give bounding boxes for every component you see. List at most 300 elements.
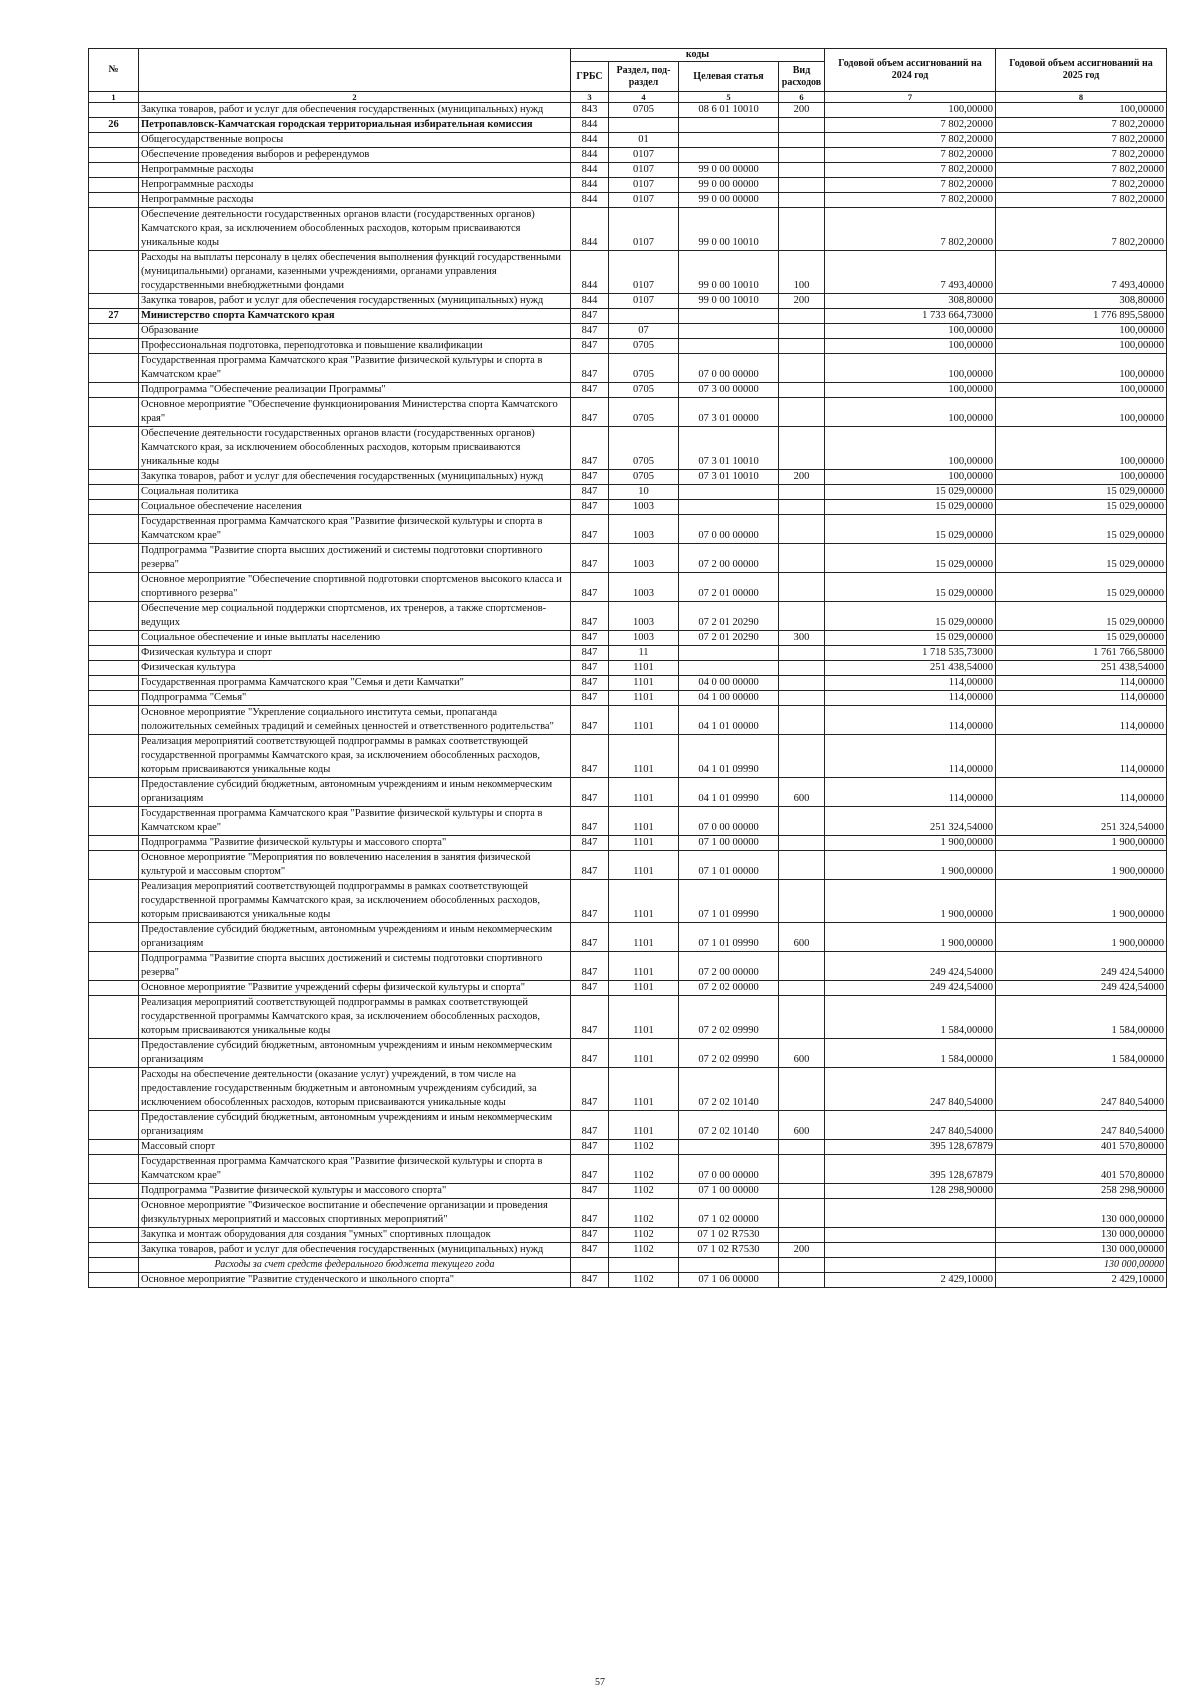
table-row [89, 354, 1167, 383]
expense-type-code [779, 836, 825, 851]
amount-2025: 15 029,00000 [996, 631, 1167, 646]
grbs-code: 847 [571, 735, 609, 778]
grbs-code: 847 [571, 661, 609, 676]
section-code: 0705 [609, 339, 679, 354]
amount-2024 [825, 1258, 996, 1273]
expense-name: Государственная программа Камчатского края "Развитие физической культуры и спорта в Камчатском крае" [139, 515, 571, 544]
row-number [89, 851, 139, 880]
target-article-code: 99 0 00 10010 [679, 208, 779, 251]
target-article-code: 04 1 01 09990 [679, 735, 779, 778]
table-row [89, 309, 1167, 324]
expense-name: Предоставление субсидий бюджетным, автономным учреждениям и иным некоммерческим организациям [139, 923, 571, 952]
section-code: 1003 [609, 573, 679, 602]
grbs-code: 847 [571, 807, 609, 836]
grbs-code: 844 [571, 163, 609, 178]
grbs-code: 847 [571, 691, 609, 706]
expense-name: Непрограммные расходы [139, 193, 571, 208]
expense-type-code [779, 1273, 825, 1288]
table-row [89, 1155, 1167, 1184]
grbs-code: 847 [571, 1273, 609, 1288]
amount-2024: 1 584,00000 [825, 996, 996, 1039]
table-row [89, 193, 1167, 208]
amount-2025: 100,00000 [996, 427, 1167, 470]
section-code: 0107 [609, 148, 679, 163]
row-number [89, 952, 139, 981]
row-number [89, 1199, 139, 1228]
row-number [89, 676, 139, 691]
section-code: 0107 [609, 163, 679, 178]
expense-type-code: 200 [779, 294, 825, 309]
expense-name: Непрограммные расходы [139, 163, 571, 178]
table-row [89, 544, 1167, 573]
row-number [89, 836, 139, 851]
amount-2025: 1 900,00000 [996, 851, 1167, 880]
amount-2024: 1 900,00000 [825, 880, 996, 923]
expense-name: Государственная программа Камчатского края "Развитие физической культуры и спорта в Камчатском крае" [139, 354, 571, 383]
target-article-code [679, 1258, 779, 1273]
amount-2025: 401 570,80000 [996, 1155, 1167, 1184]
expense-name: Социальное обеспечение и иные выплаты населению [139, 631, 571, 646]
expense-name: Физическая культура [139, 661, 571, 676]
target-article-code: 04 1 01 09990 [679, 778, 779, 807]
expense-type-code [779, 118, 825, 133]
target-article-code: 99 0 00 10010 [679, 294, 779, 309]
expense-name: Основное мероприятие "Развитие учреждений сферы физической культуры и спорта" [139, 981, 571, 996]
row-number [89, 398, 139, 427]
grbs-code: 844 [571, 251, 609, 294]
amount-2025: 15 029,00000 [996, 602, 1167, 631]
grbs-code: 847 [571, 485, 609, 500]
expense-name: Реализация мероприятий соответствующей подпрограммы в рамках соответствующей государственной программы Камчатского края, за исключением обособленных расходов, которым присваиваются уникальные коды [139, 996, 571, 1039]
amount-2025: 114,00000 [996, 735, 1167, 778]
row-number [89, 470, 139, 485]
grbs-code: 847 [571, 706, 609, 735]
amount-2024: 15 029,00000 [825, 544, 996, 573]
expense-type-code [779, 544, 825, 573]
amount-2024: 100,00000 [825, 324, 996, 339]
expense-name: Предоставление субсидий бюджетным, автономным учреждениям и иным некоммерческим организациям [139, 778, 571, 807]
expense-type-code [779, 661, 825, 676]
expense-type-code [779, 354, 825, 383]
row-number [89, 880, 139, 923]
table-row [89, 952, 1167, 981]
col-number: 8 [996, 92, 1167, 103]
table-row [89, 1243, 1167, 1258]
row-number [89, 515, 139, 544]
section-code: 1101 [609, 1111, 679, 1140]
expense-type-code [779, 691, 825, 706]
section-code [609, 309, 679, 324]
grbs-code: 847 [571, 996, 609, 1039]
target-article-code: 07 1 01 00000 [679, 851, 779, 880]
section-code: 1102 [609, 1199, 679, 1228]
grbs-code: 847 [571, 515, 609, 544]
amount-2025: 114,00000 [996, 706, 1167, 735]
expense-name: Обеспечение деятельности государственных органов власти (государственных органов) Камчатского края, за исключением обособленных расходов, которым присваиваются уникальные коды [139, 427, 571, 470]
expense-name: Предоставление субсидий бюджетным, автономным учреждениям и иным некоммерческим организациям [139, 1111, 571, 1140]
header-2025: Годовой объем ассигнований на 2025 год [996, 49, 1167, 92]
row-number [89, 383, 139, 398]
target-article-code: 99 0 00 00000 [679, 193, 779, 208]
expense-type-code [779, 1184, 825, 1199]
target-article-code: 08 6 01 10010 [679, 103, 779, 118]
grbs-code: 847 [571, 339, 609, 354]
amount-2025: 247 840,54000 [996, 1068, 1167, 1111]
expense-type-code [779, 148, 825, 163]
amount-2024: 1 900,00000 [825, 851, 996, 880]
grbs-code: 844 [571, 148, 609, 163]
expense-name: Закупка товаров, работ и услуг для обеспечения государственных (муниципальных) нужд [139, 294, 571, 309]
col-number: 4 [609, 92, 679, 103]
amount-2025: 100,00000 [996, 354, 1167, 383]
table-row [89, 778, 1167, 807]
target-article-code: 07 3 01 00000 [679, 398, 779, 427]
table-row [89, 1184, 1167, 1199]
amount-2024: 15 029,00000 [825, 602, 996, 631]
section-code: 1102 [609, 1228, 679, 1243]
table-row [89, 923, 1167, 952]
grbs-code: 847 [571, 1111, 609, 1140]
amount-2024: 114,00000 [825, 735, 996, 778]
expense-name: Основное мероприятие "Физическое воспитание и обеспечение организации и проведения физкультурных мероприятий и массовых спортивных мероприятий" [139, 1199, 571, 1228]
section-code: 1101 [609, 923, 679, 952]
row-number: 27 [89, 309, 139, 324]
grbs-code: 847 [571, 851, 609, 880]
expense-type-code [779, 573, 825, 602]
section-code: 1102 [609, 1155, 679, 1184]
amount-2024: 249 424,54000 [825, 952, 996, 981]
amount-2024: 15 029,00000 [825, 485, 996, 500]
row-number: 26 [89, 118, 139, 133]
grbs-code: 847 [571, 836, 609, 851]
expense-name: Государственная программа Камчатского края "Развитие физической культуры и спорта в Камчатском крае" [139, 1155, 571, 1184]
amount-2024: 100,00000 [825, 103, 996, 118]
expense-type-code [779, 1140, 825, 1155]
table-row [89, 427, 1167, 470]
amount-2025: 249 424,54000 [996, 981, 1167, 996]
row-number [89, 500, 139, 515]
amount-2025: 100,00000 [996, 470, 1167, 485]
row-number [89, 706, 139, 735]
amount-2025: 100,00000 [996, 103, 1167, 118]
section-code: 1101 [609, 952, 679, 981]
grbs-code [571, 1258, 609, 1273]
section-code: 1101 [609, 836, 679, 851]
amount-2024: 100,00000 [825, 339, 996, 354]
section-code: 1101 [609, 851, 679, 880]
header-grbs: ГРБС [571, 62, 609, 92]
row-number [89, 427, 139, 470]
row-number [89, 1140, 139, 1155]
amount-2025: 258 298,90000 [996, 1184, 1167, 1199]
section-code: 1003 [609, 631, 679, 646]
page-number: 57 [595, 1677, 605, 1688]
section-code: 1101 [609, 807, 679, 836]
col-number: 3 [571, 92, 609, 103]
table-row [89, 573, 1167, 602]
expense-type-code: 600 [779, 1111, 825, 1140]
amount-2025: 1 900,00000 [996, 836, 1167, 851]
target-article-code [679, 500, 779, 515]
row-number [89, 485, 139, 500]
expense-name: Общегосударственные вопросы [139, 133, 571, 148]
amount-2025: 100,00000 [996, 398, 1167, 427]
table-row [89, 485, 1167, 500]
grbs-code: 847 [571, 573, 609, 602]
grbs-code: 847 [571, 1155, 609, 1184]
amount-2024: 247 840,54000 [825, 1111, 996, 1140]
expense-name: Обеспечение проведения выборов и референдумов [139, 148, 571, 163]
amount-2025: 308,80000 [996, 294, 1167, 309]
expense-name: Основное мероприятие "Мероприятия по вовлечению населения в занятия физической культурой и массовым спортом" [139, 851, 571, 880]
target-article-code: 07 2 00 00000 [679, 952, 779, 981]
target-article-code: 07 0 00 00000 [679, 807, 779, 836]
expense-name: Предоставление субсидий бюджетным, автономным учреждениям и иным некоммерческим организациям [139, 1039, 571, 1068]
expense-type-code [779, 133, 825, 148]
grbs-code: 847 [571, 427, 609, 470]
amount-2025: 15 029,00000 [996, 544, 1167, 573]
amount-2024: 251 438,54000 [825, 661, 996, 676]
table-row [89, 133, 1167, 148]
expense-name: Подпрограмма "Развитие физической культуры и массового спорта" [139, 836, 571, 851]
amount-2024: 15 029,00000 [825, 515, 996, 544]
amount-2025: 7 802,20000 [996, 193, 1167, 208]
row-number [89, 208, 139, 251]
expense-type-code [779, 1199, 825, 1228]
target-article-code: 04 0 00 00000 [679, 676, 779, 691]
section-code: 1101 [609, 735, 679, 778]
row-number [89, 661, 139, 676]
amount-2025: 1 761 766,58000 [996, 646, 1167, 661]
col-number: 2 [139, 92, 571, 103]
grbs-code: 847 [571, 309, 609, 324]
expense-name: Основное мероприятие "Развитие студенческого и школьного спорта" [139, 1273, 571, 1288]
grbs-code: 847 [571, 923, 609, 952]
expense-type-code: 100 [779, 251, 825, 294]
amount-2025: 15 029,00000 [996, 485, 1167, 500]
amount-2024: 1 718 535,73000 [825, 646, 996, 661]
table-row [89, 1111, 1167, 1140]
expense-name: Закупка товаров, работ и услуг для обеспечения государственных (муниципальных) нужд [139, 470, 571, 485]
section-code: 10 [609, 485, 679, 500]
section-code: 1102 [609, 1273, 679, 1288]
section-code: 0107 [609, 193, 679, 208]
expense-type-code [779, 178, 825, 193]
table-row [89, 631, 1167, 646]
row-number [89, 1243, 139, 1258]
expense-name: Обеспечение деятельности государственных органов власти (государственных органов) Камчатского края, за исключением обособленных расходов, которым присваиваются уникальные коды [139, 208, 571, 251]
expense-name: Подпрограмма "Семья" [139, 691, 571, 706]
expense-name: Расходы на выплаты персоналу в целях обеспечения выполнения функций государственными (муниципальными) органами, казенными учреждениями, органами управления государственными внебюджетными фондами [139, 251, 571, 294]
amount-2024: 395 128,67879 [825, 1155, 996, 1184]
table-row [89, 339, 1167, 354]
amount-2024: 128 298,90000 [825, 1184, 996, 1199]
target-article-code: 07 2 02 00000 [679, 981, 779, 996]
table-row [89, 602, 1167, 631]
amount-2024: 395 128,67879 [825, 1140, 996, 1155]
header-section: Раздел, под-раздел [609, 62, 679, 92]
section-code: 11 [609, 646, 679, 661]
row-number [89, 133, 139, 148]
amount-2025: 130 000,00000 [996, 1243, 1167, 1258]
amount-2024: 114,00000 [825, 676, 996, 691]
target-article-code: 07 2 01 20290 [679, 602, 779, 631]
amount-2025: 247 840,54000 [996, 1111, 1167, 1140]
expense-name: Подпрограмма "Обеспечение реализации Программы" [139, 383, 571, 398]
section-code: 1102 [609, 1243, 679, 1258]
expense-name: Основное мероприятие "Укрепление социального института семьи, пропаганда положительных семейных традиций и семейных ценностей и ответственного родительства" [139, 706, 571, 735]
table-row [89, 836, 1167, 851]
section-code: 0705 [609, 383, 679, 398]
expense-name: Подпрограмма "Развитие спорта высших достижений и системы подготовки спортивного резерва" [139, 952, 571, 981]
grbs-code: 847 [571, 544, 609, 573]
target-article-code: 07 1 02 R7530 [679, 1228, 779, 1243]
amount-2025: 15 029,00000 [996, 573, 1167, 602]
amount-2024: 100,00000 [825, 398, 996, 427]
table-row [89, 981, 1167, 996]
expense-name: Основное мероприятие "Обеспечение функционирования Министерства спорта Камчатского края" [139, 398, 571, 427]
section-code: 07 [609, 324, 679, 339]
budget-table-sheet [88, 48, 1166, 1288]
table-row [89, 1199, 1167, 1228]
target-article-code: 07 1 00 00000 [679, 1184, 779, 1199]
grbs-code: 847 [571, 398, 609, 427]
section-code: 1101 [609, 880, 679, 923]
amount-2024: 114,00000 [825, 706, 996, 735]
amount-2024: 7 802,20000 [825, 133, 996, 148]
table-row [89, 163, 1167, 178]
target-article-code [679, 324, 779, 339]
row-number [89, 996, 139, 1039]
amount-2024: 7 802,20000 [825, 163, 996, 178]
target-article-code: 07 0 00 00000 [679, 354, 779, 383]
row-number [89, 1155, 139, 1184]
expense-type-code [779, 1258, 825, 1273]
table-row [89, 470, 1167, 485]
amount-2024: 247 840,54000 [825, 1068, 996, 1111]
section-code: 0705 [609, 470, 679, 485]
table-body [89, 103, 1167, 1288]
target-article-code [679, 339, 779, 354]
row-number [89, 1273, 139, 1288]
expense-name: Государственная программа Камчатского края "Семья и дети Камчатки" [139, 676, 571, 691]
table-row [89, 103, 1167, 118]
amount-2025: 249 424,54000 [996, 952, 1167, 981]
amount-2025: 1 584,00000 [996, 996, 1167, 1039]
table-row [89, 1068, 1167, 1111]
target-article-code: 07 1 06 00000 [679, 1273, 779, 1288]
amount-2024: 1 900,00000 [825, 836, 996, 851]
grbs-code: 844 [571, 294, 609, 309]
expense-type-code [779, 676, 825, 691]
section-code: 1101 [609, 996, 679, 1039]
expense-name: Обеспечение мер социальной поддержки спортсменов, их тренеров, а также спортсменов-ведущих [139, 602, 571, 631]
target-article-code [679, 148, 779, 163]
table-row [89, 661, 1167, 676]
amount-2024 [825, 1228, 996, 1243]
grbs-code: 844 [571, 193, 609, 208]
expense-type-code [779, 646, 825, 661]
amount-2025: 7 493,40000 [996, 251, 1167, 294]
amount-2024: 7 802,20000 [825, 148, 996, 163]
amount-2025: 7 802,20000 [996, 163, 1167, 178]
target-article-code: 07 1 02 00000 [679, 1199, 779, 1228]
amount-2024: 7 802,20000 [825, 208, 996, 251]
section-code: 1003 [609, 500, 679, 515]
expense-type-code [779, 383, 825, 398]
amount-2024 [825, 1243, 996, 1258]
budget-table [88, 48, 1167, 1288]
header-type: Вид расходов [779, 62, 825, 92]
row-number [89, 544, 139, 573]
header-name [139, 49, 571, 92]
amount-2024: 2 429,10000 [825, 1273, 996, 1288]
expense-type-code [779, 398, 825, 427]
target-article-code: 07 3 01 10010 [679, 470, 779, 485]
table-row [89, 208, 1167, 251]
row-number [89, 251, 139, 294]
row-number [89, 354, 139, 383]
section-code [609, 1258, 679, 1273]
grbs-code: 847 [571, 1184, 609, 1199]
table-row [89, 251, 1167, 294]
expense-name: Подпрограмма "Развитие физической культуры и массового спорта" [139, 1184, 571, 1199]
expense-type-code [779, 735, 825, 778]
section-code: 0107 [609, 294, 679, 309]
table-row [89, 996, 1167, 1039]
expense-name: Профессиональная подготовка, переподготовка и повышение квалификации [139, 339, 571, 354]
amount-2025: 114,00000 [996, 676, 1167, 691]
row-number [89, 981, 139, 996]
expense-type-code [779, 851, 825, 880]
expense-type-code: 200 [779, 1243, 825, 1258]
grbs-code: 847 [571, 324, 609, 339]
target-article-code: 07 1 02 R7530 [679, 1243, 779, 1258]
grbs-code: 847 [571, 1068, 609, 1111]
row-number [89, 178, 139, 193]
target-article-code: 07 2 02 10140 [679, 1111, 779, 1140]
section-code: 1101 [609, 778, 679, 807]
amount-2024: 15 029,00000 [825, 500, 996, 515]
amount-2024 [825, 1199, 996, 1228]
amount-2024: 7 493,40000 [825, 251, 996, 294]
expense-type-code [779, 706, 825, 735]
target-article-code: 99 0 00 00000 [679, 178, 779, 193]
section-code: 1101 [609, 676, 679, 691]
amount-2025: 251 438,54000 [996, 661, 1167, 676]
table-row [89, 735, 1167, 778]
grbs-code: 847 [571, 880, 609, 923]
amount-2025: 1 584,00000 [996, 1039, 1167, 1068]
target-article-code [679, 661, 779, 676]
expense-type-code [779, 427, 825, 470]
row-number [89, 807, 139, 836]
section-code: 1003 [609, 515, 679, 544]
section-code: 1101 [609, 706, 679, 735]
expense-type-code: 200 [779, 470, 825, 485]
expense-name: Реализация мероприятий соответствующей подпрограммы в рамках соответствующей государственной программы Камчатского края, за исключением обособленных расходов, которым присваиваются уникальные коды [139, 880, 571, 923]
row-number [89, 1068, 139, 1111]
amount-2024: 100,00000 [825, 354, 996, 383]
expense-type-code: 600 [779, 923, 825, 952]
expense-type-code [779, 880, 825, 923]
expense-name: Физическая культура и спорт [139, 646, 571, 661]
table-row [89, 515, 1167, 544]
table-row [89, 1273, 1167, 1288]
target-article-code: 07 3 01 10010 [679, 427, 779, 470]
expense-type-code: 300 [779, 631, 825, 646]
amount-2025: 401 570,80000 [996, 1140, 1167, 1155]
